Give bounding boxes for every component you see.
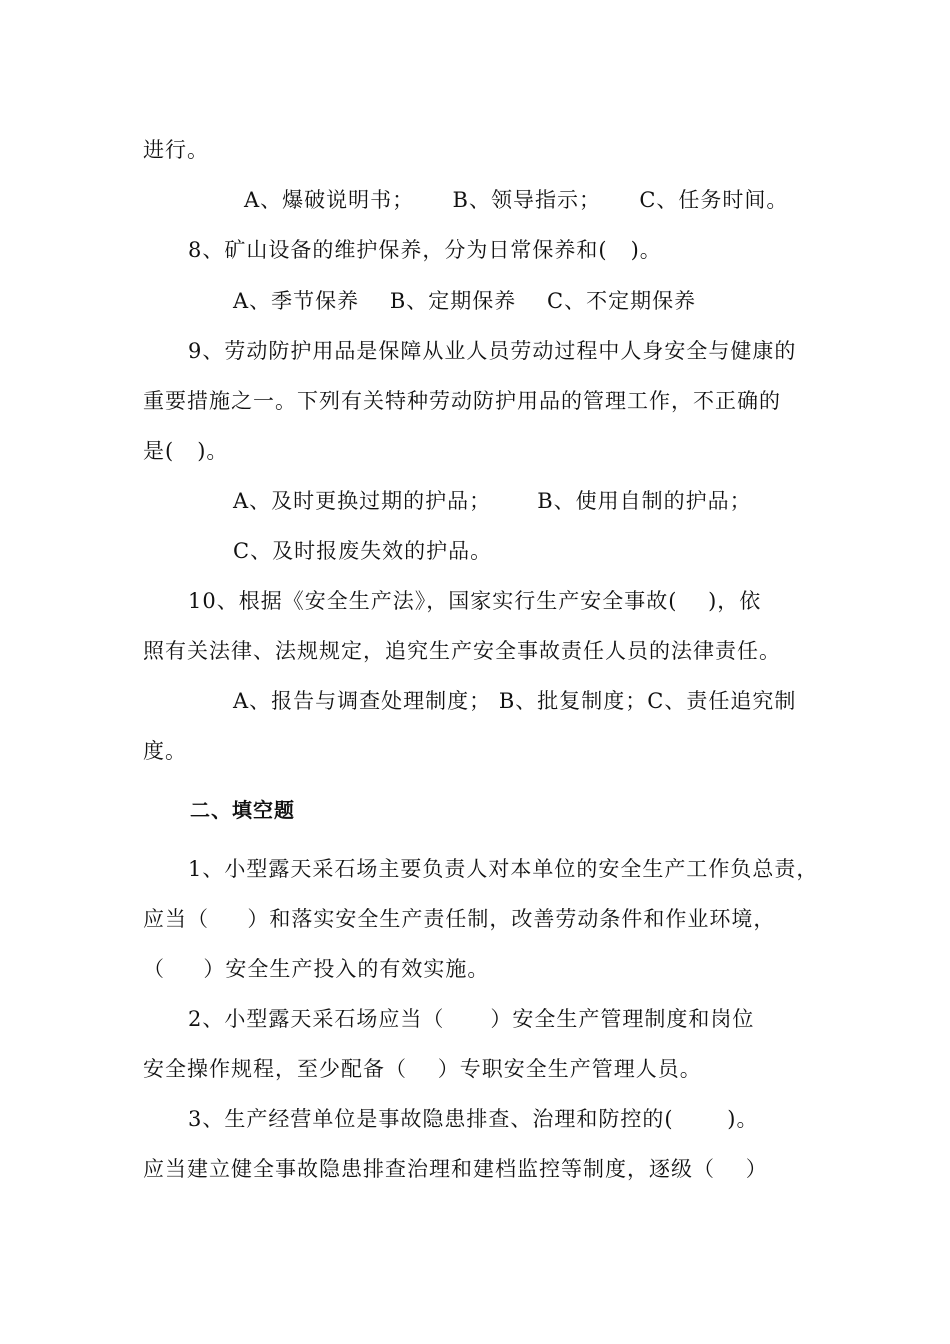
text-line: 照有关法律、法规规定，追究生产安全事故责任人员的法律责任。 [143,639,781,663]
option-line: C、及时报废失效的护品。 [233,539,493,563]
section-heading: 二、填空题 [190,798,295,822]
option-line: A、季节保养 B、定期保养 C、不定期保养 [233,289,697,313]
option-line: A、及时更换过期的护品； B、使用自制的护品； [233,489,752,513]
text-line: 度。 [143,739,187,763]
text-line: 是( )。 [143,439,229,463]
question-line: 8、矿山设备的维护保养，分为日常保养和( )。 [188,238,662,262]
question-line: 2、小型露天采石场应当（ ）安全生产管理制度和岗位 [188,1007,755,1031]
text-line: 进行。 [143,138,209,162]
option-line: A、爆破说明书； B、领导指示； C、任务时间。 [244,188,789,212]
text-line: 重要措施之一。下列有关特种劳动防护用品的管理工作，不正确的 [143,389,781,413]
question-line: 10、根据《安全生产法》，国家实行生产安全事故( )，依 [188,589,762,613]
text-line: 应当（ ）和落实安全生产责任制，改善劳动条件和作业环境， [143,907,776,931]
text-line: 安全操作规程，至少配备（ ）专职安全生产管理人员。 [143,1057,702,1081]
text-line: （ ）安全生产投入的有效实施。 [143,957,490,981]
question-line: 3、生产经营单位是事故隐患排查、治理和防控的( )。 [188,1107,759,1131]
text-line: 应当建立健全事故隐患排查治理和建档监控等制度，逐级（ ） [143,1157,768,1181]
option-line: A、报告与调查处理制度； B、批复制度；C、责任追究制 [233,689,797,713]
question-line: 1、小型露天采石场主要负责人对本单位的安全生产工作负总责， [188,857,819,881]
question-line: 9、劳动防护用品是保障从业人员劳动过程中人身安全与健康的 [188,339,797,363]
